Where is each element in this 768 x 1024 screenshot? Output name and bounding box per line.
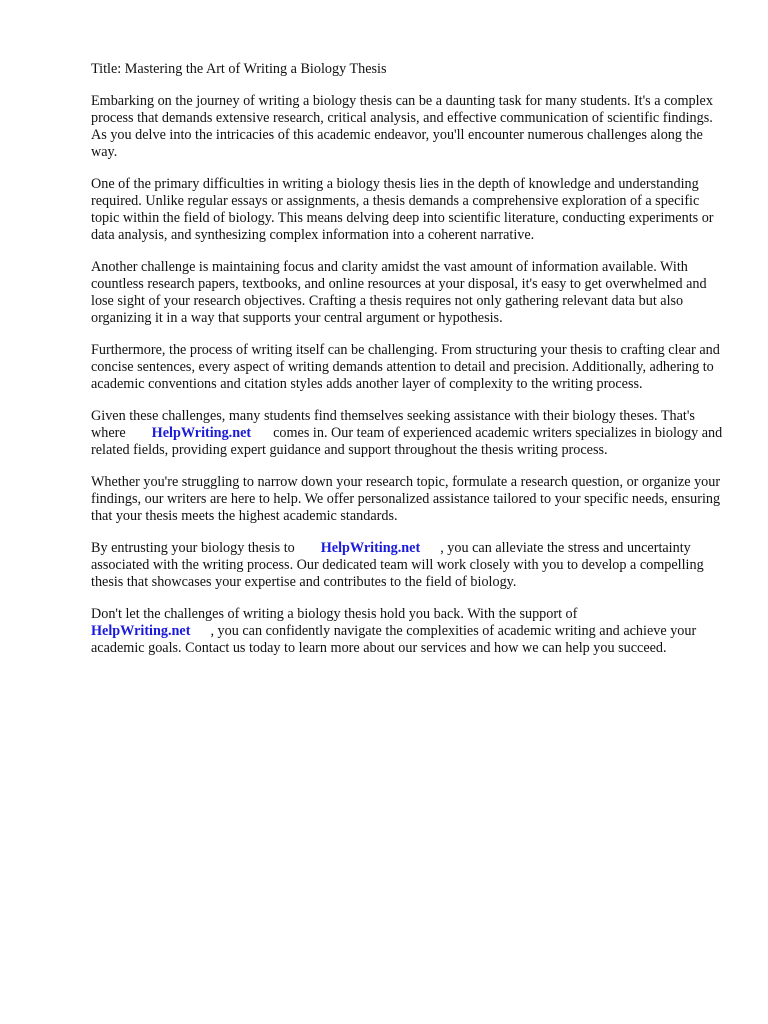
paragraph-assistance [91,408,731,459]
paragraph-closing-text-after: , you can confidently navigate the complexities of academic writing and achieve your academic goals. Contact us today to learn more about our services and how we can help you succeed. [91,623,697,656]
helpwriting-link[interactable]: HelpWriting.net [91,623,191,639]
paragraph-assistance-text-before: Given these challenges, many students find themselves seeking assistance with their biology theses. That's where [91,408,695,441]
paragraph-closing-text-before: Don't let the challenges of writing a biology thesis hold you back. With the support of [91,606,578,622]
paragraph-entrusting-text-before: By entrusting your biology thesis to [91,540,295,556]
paragraph-writing-process: Furthermore, the process of writing itself can be challenging. From structuring your thesis to crafting clear and concise sentences, every aspect of writing demands attention to detail and precision. Additionally, adhering to academic conventions and citation styles adds another layer of complexity to the writing process. [91,342,720,392]
paragraph-entrusting-text-after: , you can alleviate the stress and uncertainty associated with the writing process. Our dedicated team will work closely with you to develop a compelling thesis that showcases your expertise and contributes to the field of biology. [91,540,704,590]
paragraph-struggles: Whether you're struggling to narrow down your research topic, formulate a research question, or organize your findings, our writers are here to help. We offer personalized assistance tailored to your specific needs, ensuring that your thesis meets the highest academic standards. [91,474,721,524]
helpwriting-link[interactable]: HelpWriting.net [320,540,421,556]
paragraph-entrusting [91,540,731,591]
helpwriting-link[interactable]: HelpWriting.net [151,425,252,441]
paragraph-intro: Embarking on the journey of writing a biology thesis can be a daunting task for many students. It's a complex process that demands extensive research, critical analysis, and effective communication of scientific findings. As you delve into the intricacies of this academic endeavor, you'll encounter numerous challenges along the way. [91,93,713,160]
paragraph-difficulties: One of the primary difficulties in writing a biology thesis lies in the depth of knowledge and understanding required. Unlike regular essays or assignments, a thesis demands a comprehensive exploration of a specific topic within the field of biology. This means delving deep into scientific literature, conducting experiments or data analysis, and synthesizing complex information into a coherent narrative. [91,176,714,243]
document-body [91,61,731,672]
document-title: Title: Mastering the Art of Writing a Biology Thesis [91,61,387,77]
paragraph-closing [91,606,731,657]
paragraph-focus: Another challenge is maintaining focus and clarity amidst the vast amount of information available. With countless research papers, textbooks, and online resources at your disposal, it's easy to get overwhelmed and lose sight of your research objectives. Crafting a thesis requires not only gathering relevant data but also organizing it in a way that supports your central argument or hypothesis. [91,259,707,326]
paragraph-assistance-text-after: comes in. Our team of experienced academic writers specializes in biology and related fields, providing expert guidance and support throughout the thesis writing process. [91,425,723,458]
